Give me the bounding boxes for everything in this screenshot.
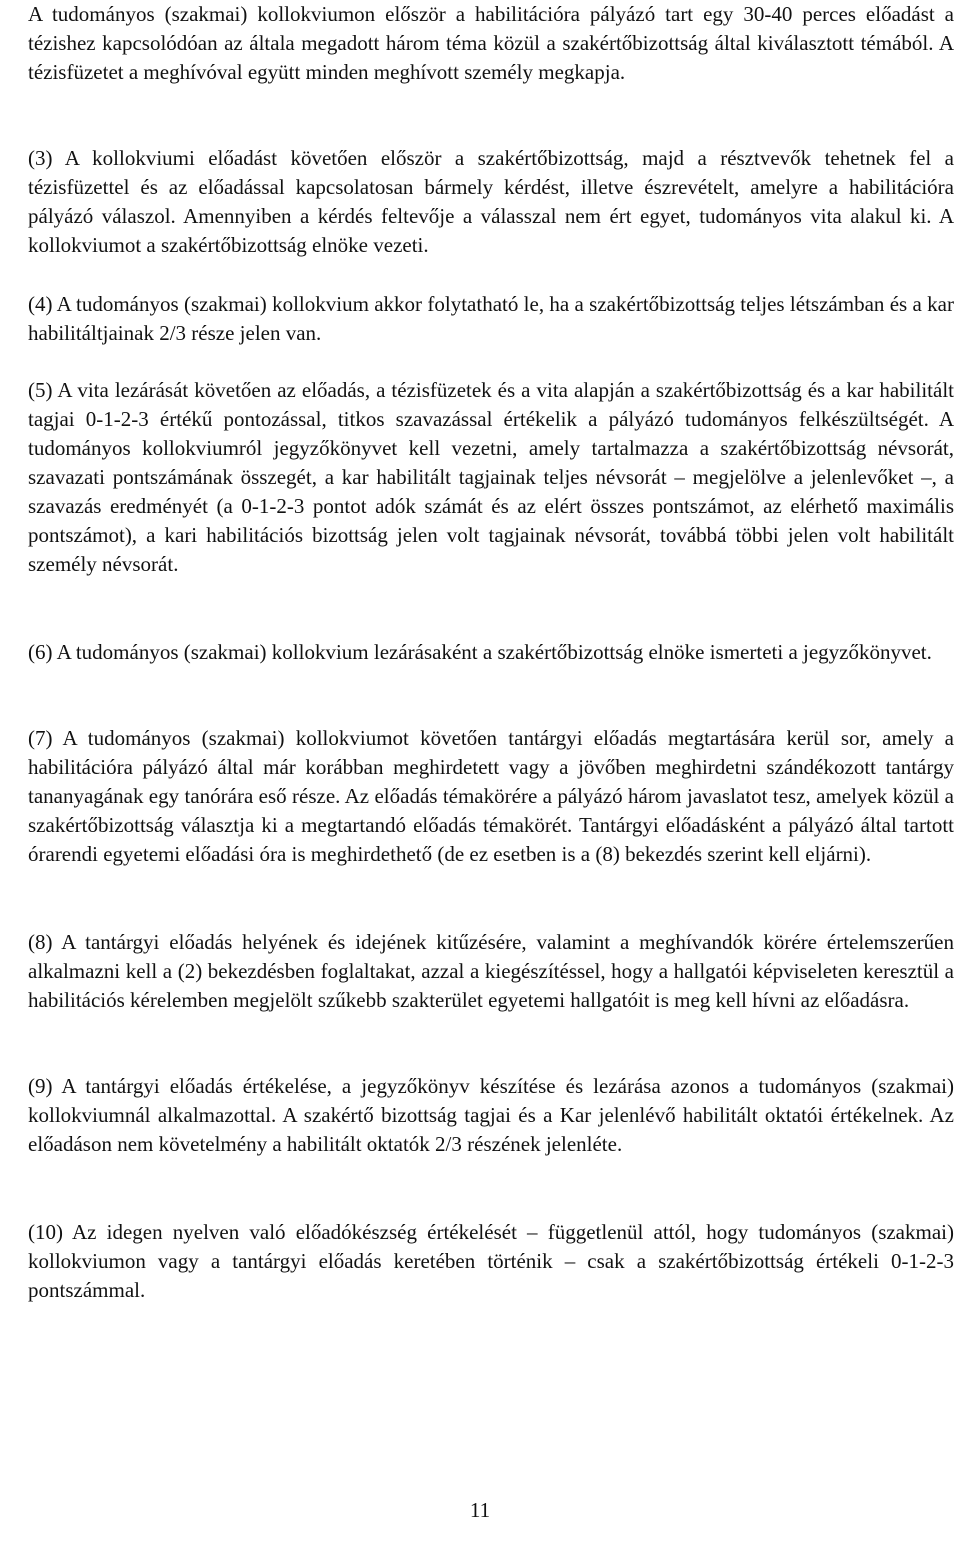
paragraph-6: (6) A tudományos (szakmai) kollokvium lezárásaként a szakértőbizottság elnöke ismerteti a jegyzőkönyvet. <box>28 640 932 664</box>
paragraph-10: (10) Az idegen nyelven való előadókészség értékelését – függetlenül attól, hogy tudományos (szakmai) kollokviumon vagy a tantárgyi előadás keretében történik – csak a szakértőbizottság értékeli 0-1-2-3 pontszámmal. <box>28 1220 954 1302</box>
paragraph-9: (9) A tantárgyi előadás értékelése, a jegyzőkönyv készítése és lezárása azonos a tudományos (szakmai) kollokviumnál alkalmazottal. A szakértő bizottság tagjai és a Kar jelenlévő habilitált oktatói értékelnek. Az előadáson nem követelmény a habilitált oktatók 2/3 részének jelenléte. <box>28 1074 954 1156</box>
paragraph-3: (3) A kollokviumi előadást követően először a szakértőbizottság, majd a résztvevők tehetnek fel a tézisfüzettel és az előadással kapcsolatosan bármely kérdést, illetve észrevételt, amelyre a habilitációra pályázó válaszol. Amennyiben a kérdés feltevője a válasszal nem ért egyet, tudományos vita alakul ki. A kollokviumot a szakértőbizottság elnöke vezeti. <box>28 146 954 257</box>
paragraph-7: (7) A tudományos (szakmai) kollokviumot követően tantárgyi előadás megtartására kerül sor, amely a habilitációra pályázó által már korábban meghirdetett vagy a jövőben meghirdetni szándékozott tantárgy tananyagának egy tanórára eső része. Az előadás témakörére a pályázó három javaslatot tesz, amelyek közül a szakértőbizottság választja ki a megtartandó előadás témakörét. Tantárgyi előadásként a pályázó által tartott órarendi egyetemi előadási óra is meghirdethető (de ez esetben is a (8) bekezdés szerint kell eljárni). <box>28 726 954 866</box>
paragraph-5: (5) A vita lezárását követően az előadás, a tézisfüzetek és a vita alapján a szakértőbizottság és a kar habilitált tagjai 0-1-2-3 értékű pontozással, titkos szavazással értékelik a pályázó tudományos felkészültségét. A tudományos kollokviumról jegyzőkönyvet kell vezetni, amely tartalmazza a szakértőbizottság névsorát, szavazati pontszámának összegét, a kar habilitált tagjainak teljes névsorát – megjelölve a jelenlevőket –, a szavazás eredményét (a 0-1-2-3 pontot adók számát és az elért összes pontszámot, az elérhető maximális pontszámot), a kari habilitációs bizottság jelen volt tagjainak névsorát, továbbá többi jelen volt habilitált személy névsorát. <box>28 378 954 576</box>
paragraph-intro: A tudományos (szakmai) kollokviumon először a habilitációra pályázó tart egy 30-40 perces előadást a tézishez kapcsolódóan az általa megadott három téma közül a szakértőbizottság által kiválasztott témából. A tézisfüzetet a meghívóval együtt minden meghívott személy megkapja. <box>28 2 954 84</box>
paragraph-8: (8) A tantárgyi előadás helyének és idejének kitűzésére, valamint a meghívandók körére értelemszerűen alkalmazni kell a (2) bekezdésben foglaltakat, azzal a kiegészítéssel, hogy a hallgatói képviseleten keresztül a habilitációs kérelemben megjelölt szűkebb szakterület egyetemi hallgatóit is meg kell hívni az előadásra. <box>28 930 954 1012</box>
page-number: 11 <box>469 1498 491 1522</box>
paragraph-4: (4) A tudományos (szakmai) kollokvium akkor folytatható le, ha a szakértőbizottság teljes létszámban és a kar habilitáltjainak 2/3 része jelen van. <box>28 292 954 345</box>
